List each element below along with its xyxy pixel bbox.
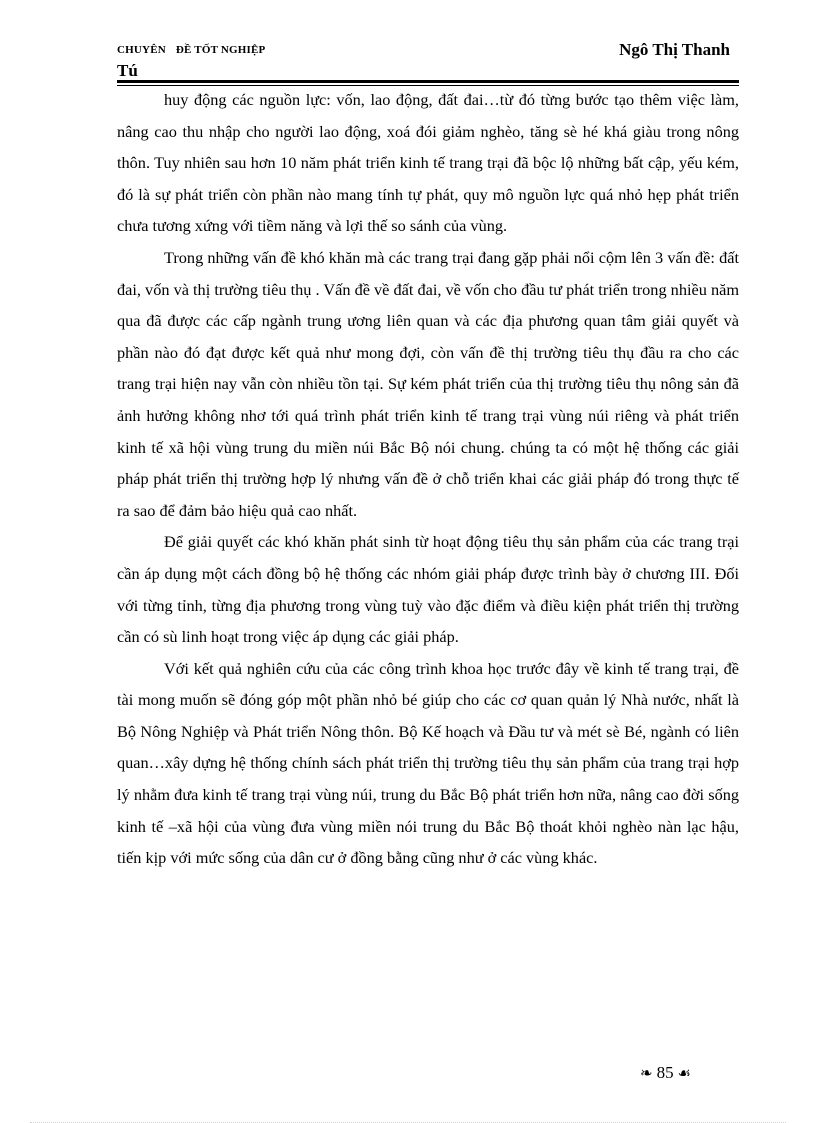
header-rule-thick xyxy=(117,80,739,83)
header-title-part-2: ĐỀ TỐT NGHIỆP xyxy=(175,44,266,56)
header-title-part-1: CHUYÊN xyxy=(117,44,166,56)
paragraph-2: Trong những vấn đề khó khăn mà các trang trại đang gặp phải nổi cộm lên 3 vấn đề: đất đai, vốn và thị trường tiêu thụ . Vấn đề về đất đai, về vốn cho đầu tư phát triển trong nhiều năm qua đã được các cấp ngành trung ương liên quan và các địa phương quan tâm giải quyết và phần nào đó đạt được kết quả như mong đợi, còn vấn đề thị trường tiêu thụ đầu ra cho các trang trại hiện nay vẫn còn nhiều tồn tại. Sự kém phát triển của thị trường tiêu thụ nông sản đã ảnh hưởng không nhơ tới quá trình phát triển kinh tế trang trại vùng núi riêng và phát triển kinh tế xã hội vùng trung du miền núi Bắc Bộ nói chung. chúng ta có một hệ thống các giải pháp phát triển thị trường hợp lý nhưng vấn đề ở chỗ triển khai các giải pháp đó trong thực tế ra sao để đảm bảo hiệu quả cao nhất. xyxy=(117,247,739,520)
header-author: Ngô Thị Thanh xyxy=(619,40,730,59)
header-course-title xyxy=(117,44,265,56)
document-body xyxy=(117,84,739,874)
paragraph-1: huy động các nguồn lực: vốn, lao động, đất đai…từ đó từng bước tạo thêm việc làm, nâng cao thu nhập cho người lao động, xoá đói giảm nghèo, tăng sè hé khá giàu trong nông thôn. Tuy nhiên sau hơn 10 năm phát triển kinh tế trang trại đã bộc lộ những bất cập, yếu kém, đó là sự phát triển còn phần nào mang tính tự phát, quy mô nguồn lực quá nhỏ hẹp phát triển chưa tương xứng với tiềm năng và lợi thế so sánh của vùng. xyxy=(117,90,739,236)
paragraph-4: Với kết quả nghiên cứu của các công trình khoa học trước đây về kinh tế trang trại, đề tài mong muốn sẽ đóng góp một phần nhỏ bé giúp cho các cơ quan quản lý Nhà nước, nhất là Bộ Nông Nghiệp và Phát triển Nông thôn. Bộ Kế hoạch và Đầu tư và mét sè Bé, ngành có liên quan…xây dựng hệ thống chính sách phát triển thị trường tiêu thụ sản phẩm của trang trại hợp lý nhằm đưa kinh tế trang trại vùng núi, trung du Bắc Bộ phát triển hơn nữa, nâng cao đời sống kinh tế –xã hội của vùng đưa vùng miền nói trung du Bắc Bộ thoát khỏi nghèo nàn lạc hậu, tiến kịp với mức sống của dân cư ở đồng bằng cũng như ở các vùng khác. xyxy=(117,658,739,868)
header-author-continued: Tú xyxy=(117,61,138,80)
page-number: 85 xyxy=(656,1063,674,1082)
ornament-left-icon: ❧ xyxy=(640,1064,653,1082)
ornament-right-icon: ☙ xyxy=(677,1064,692,1082)
page-number-footer xyxy=(640,1063,691,1083)
paragraph-3: Để giải quyết các khó khăn phát sinh từ hoạt động tiêu thụ sản phẩm của các trang trại cần áp dụng một cách đồng bộ hệ thống các nhóm giải pháp được trình bày ở chương III. Đối với từng tỉnh, từng địa phương trong vùng tuỳ vào đặc điểm và điều kiện phát triển thị trường cần có sù linh hoạt trong việc áp dụng các giải pháp. xyxy=(117,532,739,647)
